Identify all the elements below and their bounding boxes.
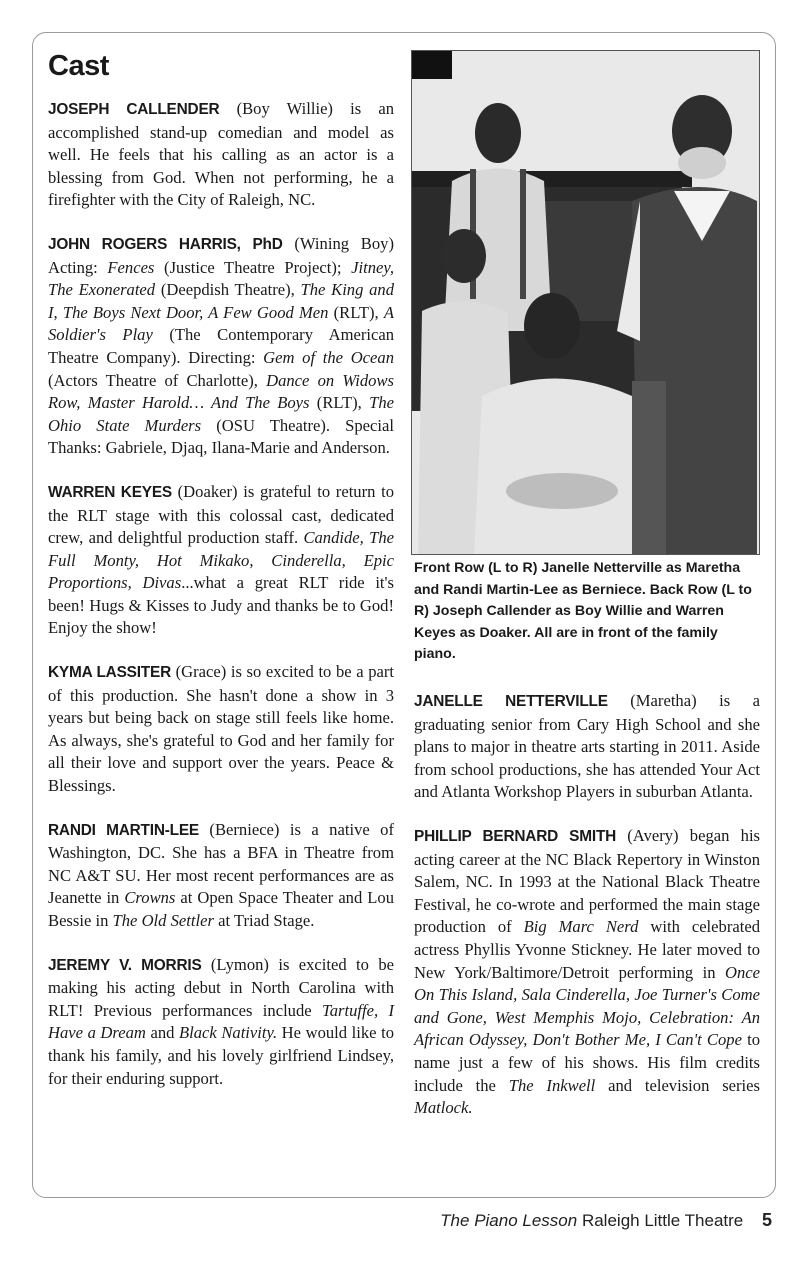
bio-text: (Grace) is so excited to be a part of this production. She hasn't done a show in 3 years but being back on stage still feels like home. As always, she's grateful to God and her family for all their love and support over the years. Peace & Blessings. bbox=[48, 662, 395, 796]
production-title: Big Marc Nerd bbox=[523, 917, 639, 937]
bio-text: at Open Space Theater and Lou Bessie in bbox=[48, 888, 395, 930]
bio-text: (Berniece) is a native of Washington, DC. She has a BFA in Theatre from NC A&T SU. Her most recent performances are as Jeanette in bbox=[48, 819, 394, 908]
production-title: Black Nativity. bbox=[179, 1023, 278, 1043]
bio-text: (Deepdish Theatre), bbox=[155, 280, 301, 300]
production-title: A Soldier's Play bbox=[48, 302, 394, 345]
cast-bio bbox=[48, 481, 394, 640]
cast-member-name: PHILLIP BERNARD SMITH bbox=[414, 827, 617, 845]
bio-text: with celebrated actress Phyllis Yvonne Stickney. He later moved to New York/Baltimore/Detroit performing in bbox=[414, 917, 760, 982]
bio-text: He would like to thank his family, and his lovely girlfriend Lindsey, for their enduring support. bbox=[48, 1023, 394, 1088]
production-title: Candide, The Full Monty, Hot Mikako, Cinderella, Epic Proportions, Divas bbox=[48, 528, 394, 593]
page-title: Cast bbox=[48, 50, 109, 82]
cast-bio bbox=[414, 690, 760, 804]
cast-member-name: JEREMY V. MORRIS bbox=[48, 956, 202, 974]
production-title: The King and I, The Boys Next Door, A Few Good Men bbox=[48, 280, 395, 322]
bio-text: (OSU Theatre). Special Thanks: Gabriele, Djaq, Ilana-Marie and Anderson. bbox=[48, 415, 394, 458]
footer-show-title: The Piano Lesson bbox=[440, 1211, 578, 1230]
cast-photo-image bbox=[412, 51, 759, 554]
bio-text: and bbox=[145, 1023, 179, 1043]
cast-bio bbox=[48, 233, 394, 460]
cast-bio bbox=[48, 98, 394, 212]
page-number: 5 bbox=[761, 1210, 772, 1230]
cast-member-name: WARREN KEYES bbox=[48, 483, 172, 501]
cast-photo bbox=[411, 50, 760, 555]
bio-list-left bbox=[48, 98, 394, 1090]
cast-bio bbox=[48, 661, 394, 798]
bio-text: ...what a great RLT ride it's been! Hugs & Kisses to Judy and thanks be to God! Enjoy the show! bbox=[48, 573, 394, 638]
bio-text: (The Contemporary American Theatre Company). Directing: bbox=[48, 325, 394, 367]
bio-text: (Actors Theatre of Charlotte), bbox=[48, 370, 267, 390]
bio-text: (Wining Boy) Acting: bbox=[48, 233, 394, 277]
production-title: Once On This Island, Sala Cinderella, Joe Turner's Come and Gone, West Memphis Mojo, Celebration: An African Odyssey, Don't Bother Me, I Can't Cope bbox=[414, 962, 760, 1050]
bio-text: (Maretha) is a graduating senior from Cary High School and she plans to major in theatre arts starting in 2011. Aside from school productions, she has attended Your Act and Atlanta Workshop Players in suburban Atlanta. bbox=[414, 691, 760, 802]
production-title: The Old Settler bbox=[112, 911, 214, 930]
bio-text: (RLT), bbox=[328, 302, 384, 322]
production-title: Gem of the Ocean bbox=[263, 347, 395, 367]
bio-text: (Doaker) is grateful to return to the RLT stage with this colossal cast, dedicated crew, and delightful production staff. bbox=[48, 481, 395, 548]
bio-text: at Triad Stage. bbox=[213, 911, 315, 930]
production-title: Dance on Widows Row, Master Harold… And The Boys bbox=[48, 370, 394, 413]
bio-text: (Lymon) is excited to be making his acting debut in North Carolina with RLT! Previous performances include bbox=[48, 954, 395, 1020]
footer-theatre: Raleigh Little Theatre bbox=[581, 1211, 744, 1230]
bio-text: (Justice Theatre Project); bbox=[154, 257, 352, 277]
production-title: Crowns bbox=[124, 888, 176, 908]
cast-bio bbox=[414, 825, 760, 1120]
production-title: Fences bbox=[107, 257, 155, 277]
photo-caption: Front Row (L to R) Janelle Netterville as Maretha and Randi Martin-Lee as Berniece. Back Row (L to R) Joseph Callender as Boy Willie and Warren Keyes as Doaker. All are in front of the family piano. bbox=[414, 560, 752, 663]
cast-member-name: RANDI MARTIN-LEE bbox=[48, 821, 199, 839]
cast-member-name: JOHN ROGERS HARRIS, PhD bbox=[48, 235, 283, 253]
bio-list-right bbox=[414, 690, 760, 1120]
bio-text: (Boy Willie) is an accomplished stand-up comedian and model as well. He feels that his calling as an actor is a blessing from God. When not performing, he a firefighter with the City of Raleigh, NC. bbox=[48, 99, 394, 210]
cast-bio bbox=[48, 954, 394, 1091]
bio-text: (Avery) began his acting career at the NC Black Repertory in Winston Salem, NC. In 1993 at the National Black Theatre Festival, he co-wrote and performed the main stage production of bbox=[414, 825, 761, 937]
production-title: Matlock. bbox=[414, 1098, 473, 1118]
production-title: The Inkwell bbox=[508, 1075, 596, 1095]
cast-bio bbox=[48, 819, 394, 933]
production-title: The Ohio State Murders bbox=[48, 393, 394, 435]
bio-text: to name just a few of his shows. His film credits include the bbox=[414, 1030, 760, 1095]
left-column bbox=[48, 50, 394, 1111]
cast-member-name: JANELLE NETTERVILLE bbox=[414, 693, 608, 710]
cast-member-name: JOSEPH CALLENDER bbox=[48, 101, 220, 118]
production-title: Tartuffe, I Have a Dream bbox=[48, 1000, 394, 1043]
right-column bbox=[414, 690, 760, 1141]
bio-text: (RLT), bbox=[309, 393, 370, 413]
cast-member-name: KYMA LASSITER bbox=[48, 664, 171, 682]
bio-text: and television series bbox=[595, 1075, 760, 1095]
page-footer bbox=[440, 1210, 772, 1231]
production-title: Jitney, The Exonerated bbox=[48, 257, 394, 300]
